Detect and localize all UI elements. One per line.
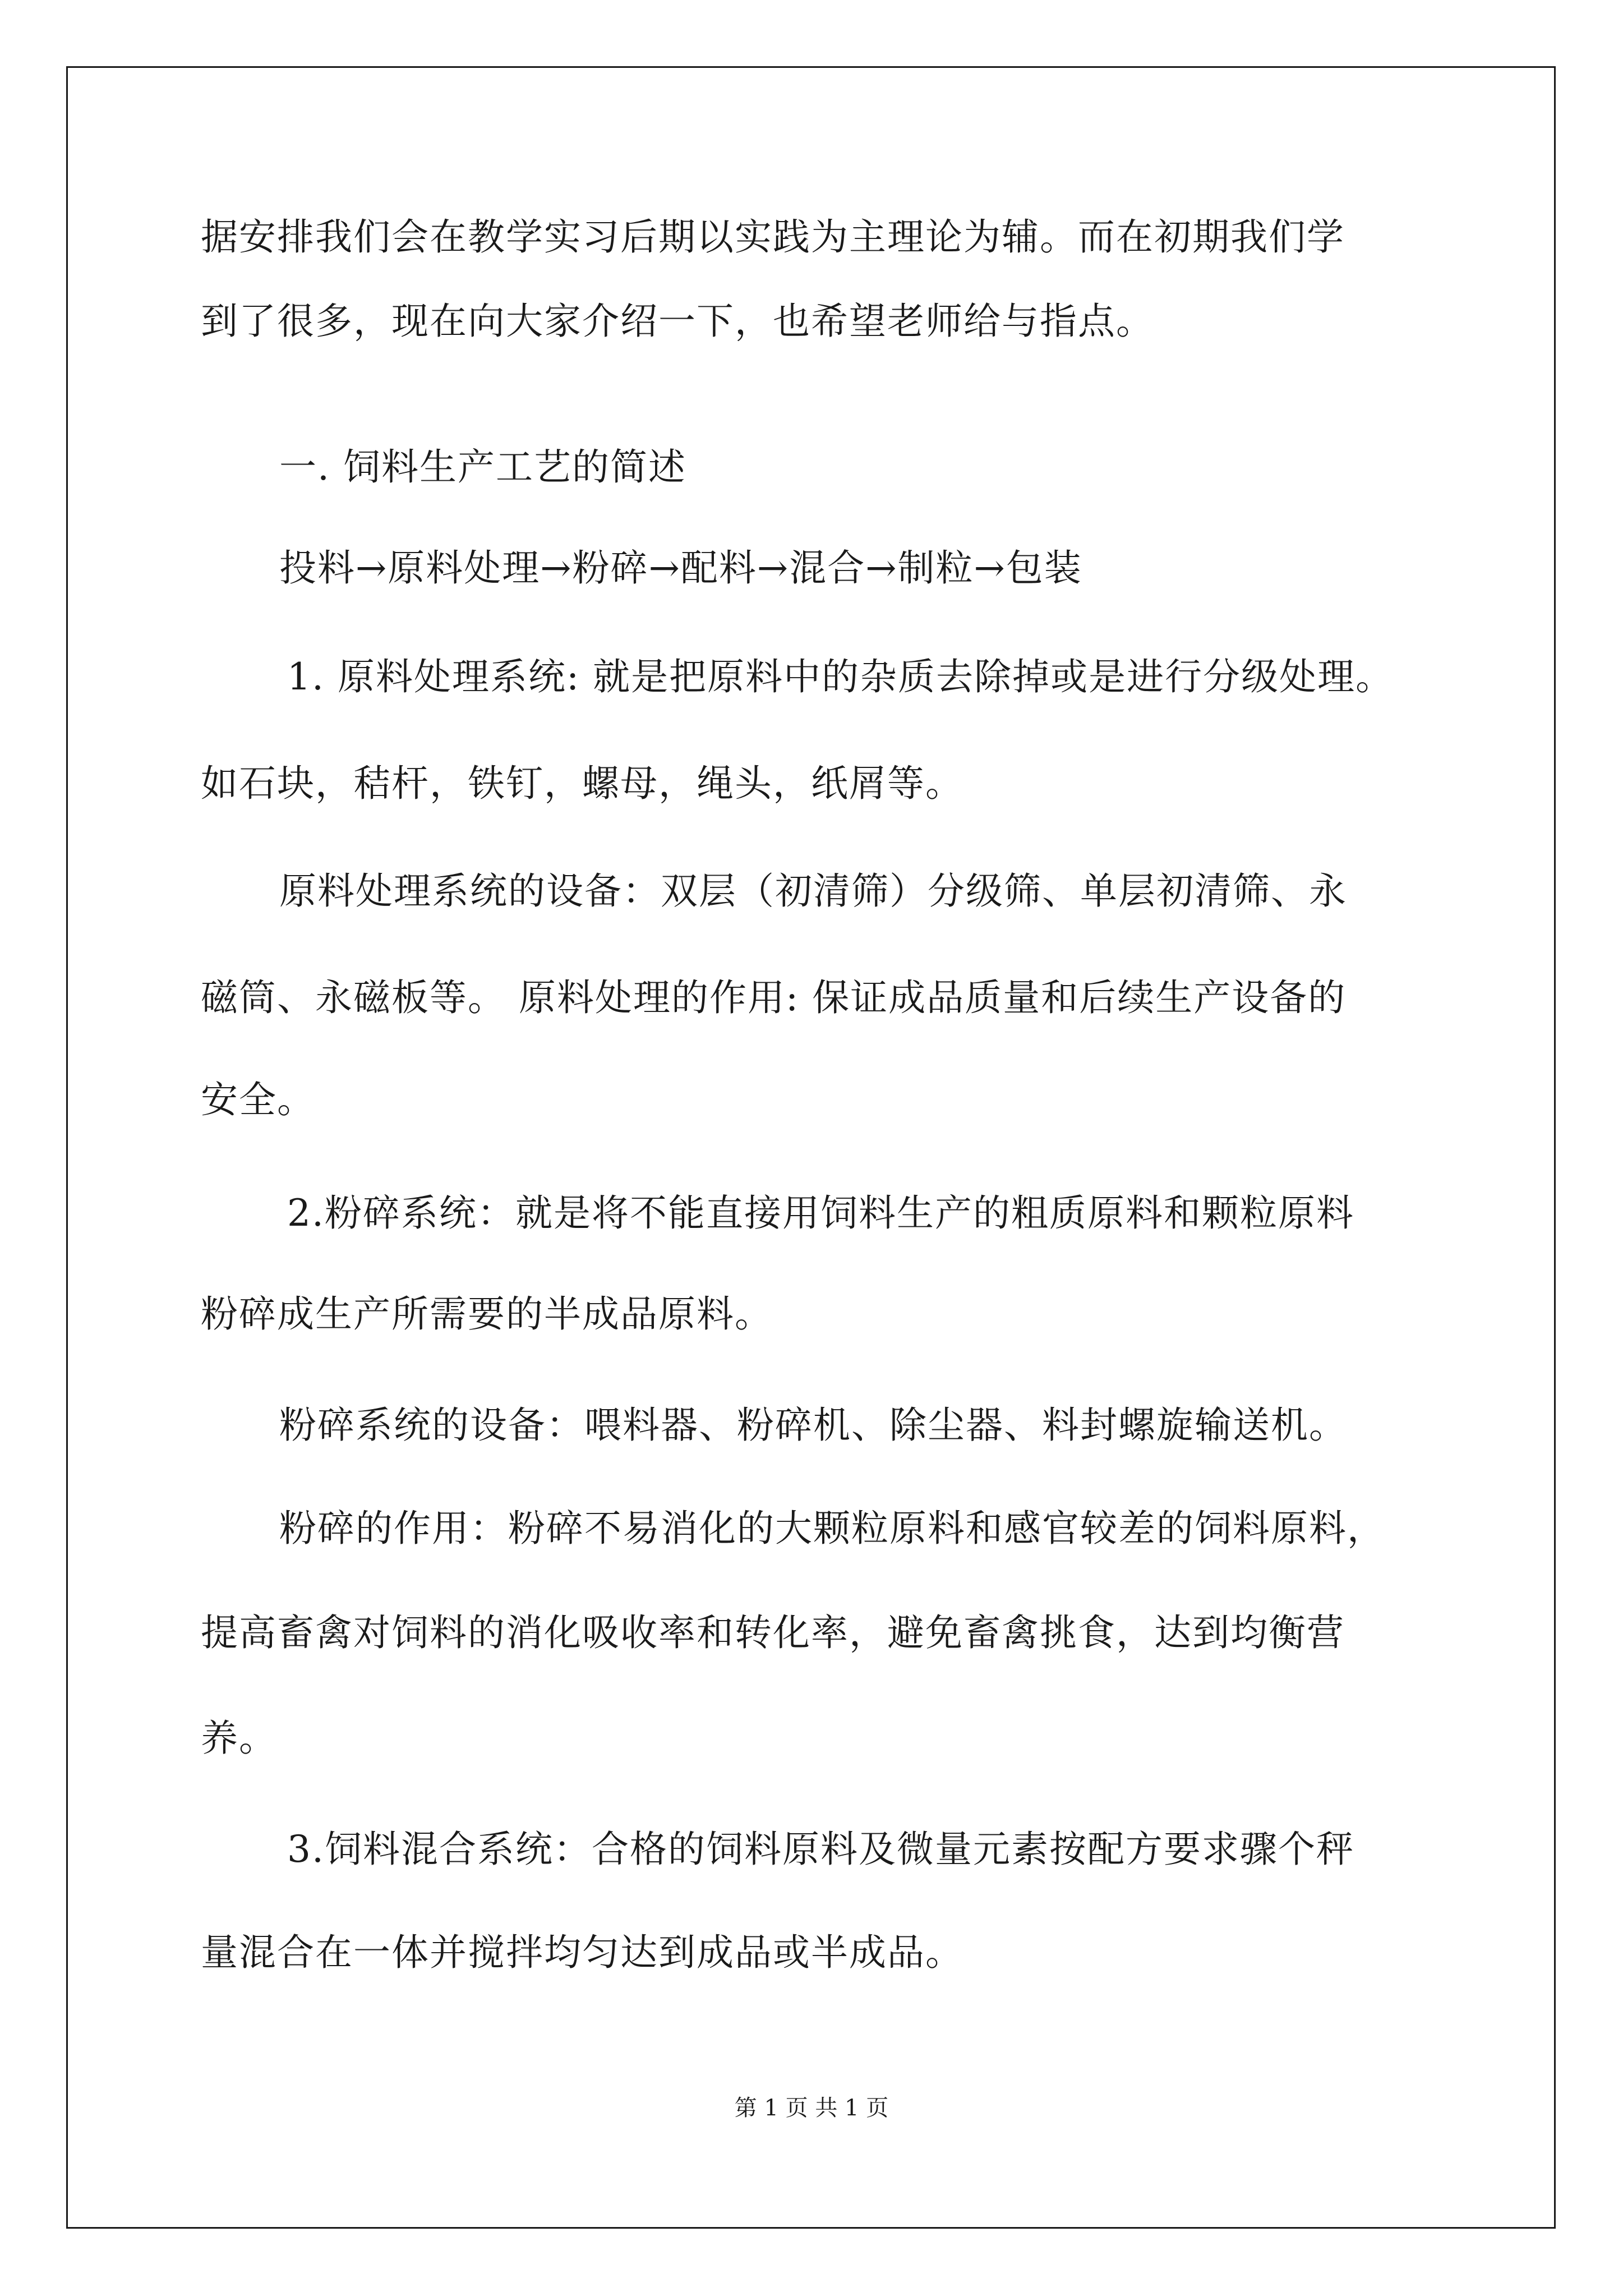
paragraph-line: 1. 原料处理系统: 就是把原料中的杂质去除掉或是进行分级处理。 (287, 655, 1394, 698)
paragraph-line: 原料处理系统的设备：双层（初清筛）分级筛、单层初清筛、永 (279, 869, 1347, 913)
paragraph-line: 磁筒、永磁板等。 原料处理的作用: 保证成品质量和后续生产设备的 (201, 976, 1347, 1019)
paragraph-line: 提高畜禽对饲料的消化吸收率和转化率，避免畜禽挑食，达到均衡营 (201, 1611, 1345, 1654)
paragraph-line: 到了很多，现在向大家介绍一下，也希望老师给与指点。 (201, 300, 1154, 343)
paragraph-line: 如石块，秸杆，铁钉，螺母，绳头，纸屑等。 (201, 762, 963, 805)
section-heading: 一. 饲料生产工艺的简述 (279, 445, 686, 489)
paragraph-line: 粉碎的作用：粉碎不易消化的大颗粒原料和感官较差的饲料原料， (279, 1507, 1385, 1550)
paragraph-line: 量混合在一体并搅拌均匀达到成品或半成品。 (201, 1931, 963, 1974)
paragraph-line: 3.饲料混合系统：合格的饲料原料及微量元素按配方要求骤个秤 (287, 1828, 1354, 1871)
paragraph-line: 粉碎系统的设备：喂料器、粉碎机、除尘器、料封螺旋输送机。 (279, 1404, 1347, 1447)
page-number-footer: 第 1 页 共 1 页 (734, 2095, 889, 2121)
page-border (66, 66, 1556, 2229)
paragraph-line: 据安排我们会在教学实习后期以实践为主理论为辅。而在初期我们学 (201, 215, 1345, 259)
paragraph-line: 粉碎成生产所需要的半成品原料。 (201, 1292, 773, 1336)
paragraph-line: 安全。 (201, 1078, 315, 1121)
paragraph-line: 养。 (201, 1717, 277, 1760)
paragraph-line: 2.粉碎系统：就是将不能直接用饲料生产的粗质原料和颗粒原料 (287, 1191, 1354, 1235)
process-flow: 投料→原料处理→粉碎→配料→混合→制粒→包装 (279, 546, 1082, 590)
